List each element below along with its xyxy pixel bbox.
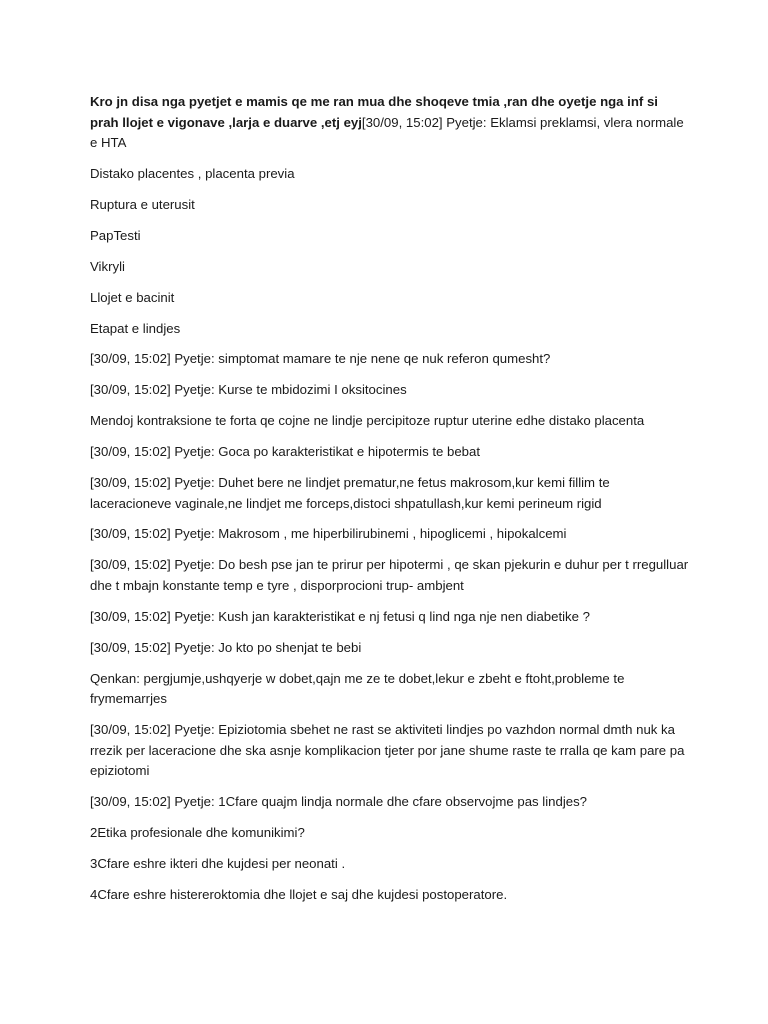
paragraph: [30/09, 15:02] Pyetje: Kurse te mbidozimi I oksitocines — [90, 382, 407, 398]
paragraph: Ruptura e uterusit — [90, 196, 195, 212]
paragraph: [30/09, 15:02] Pyetje: 1Cfare quajm lindja normale dhe cfare observojme pas lindjes? — [90, 794, 588, 810]
paragraph: [30/09, 15:02] Pyetje: Epiziotomia sbehet ne rast se aktiviteti lindjes po vazhdon normal dmth nuk ka rrezik per laceracione dhe ska asnje komplikacion tjeter por jane shume raste te rralla qe kam pare pa epiziotomi — [90, 722, 685, 779]
paragraph: 3Cfare eshre ikteri dhe kujdesi per neonati . — [90, 855, 346, 871]
paragraph: [30/09, 15:02] Pyetje: Duhet bere ne lindjet prematur,ne fetus makrosom,kur kemi fillim te laceracioneve vaginale,ne lindjet me forceps,distoci shpatullash,kur kemi perineum rigid — [90, 474, 610, 511]
paragraph: [30/09, 15:02] Pyetje: Goca po karakteristikat e hipotermis te bebat — [90, 444, 480, 460]
intro-paragraph — [90, 92, 690, 154]
paragraph: [30/09, 15:02] Pyetje: Jo kto po shenjat te bebi — [90, 639, 362, 655]
paragraph: 4Cfare eshre histereroktomia dhe llojet e saj dhe kujdesi postoperatore. — [90, 886, 508, 902]
document-page — [90, 92, 690, 916]
paragraph: Etapat e lindjes — [90, 320, 181, 336]
paragraph: [30/09, 15:02] Pyetje: Do besh pse jan te prirur per hipotermi , qe skan pjekurin e duhur per t rregulluar dhe t mbajn konstante temp e tyre , disporprocioni trup- ambjent — [90, 557, 689, 593]
paragraph: Vikryli — [90, 258, 125, 274]
paragraph: Qenkan: pergjumje,ushqyerje w dobet,qajn me ze te dobet,lekur e zbeht e ftoht,probleme te frymemarrjes — [90, 670, 625, 707]
paragraph: [30/09, 15:02] Pyetje: simptomat mamare te nje nene qe nuk referon qumesht? — [90, 351, 551, 367]
paragraph: [30/09, 15:02] Pyetje: Makrosom , me hiperbilirubinemi , hipoglicemi , hipokalcemi — [90, 526, 567, 542]
paragraph: 2Etika profesionale dhe komunikimi? — [90, 825, 305, 841]
paragraph: PapTesti — [90, 227, 141, 243]
paragraph: [30/09, 15:02] Pyetje: Kush jan karakteristikat e nj fetusi q lind nga nje nen diabetike ? — [90, 608, 590, 624]
paragraph: Mendoj kontraksione te forta qe cojne ne lindje percipitoze ruptur uterine edhe distako placenta — [90, 413, 645, 429]
paragraph: Distako placentes , placenta previa — [90, 166, 295, 182]
intro-bold-text: Kro jn disa nga pyetjet e mamis qe me ran mua dhe shoqeve tmia ,ran dhe oyetje nga inf si prah llojet e vigonave ,larja e duarve ,etj eyj — [90, 94, 658, 130]
paragraph: Llojet e bacinit — [90, 289, 175, 305]
intro-question-text: [30/09, 15:02] Pyetje: Eklamsi preklamsi, vlera normale e HTA — [90, 114, 684, 151]
